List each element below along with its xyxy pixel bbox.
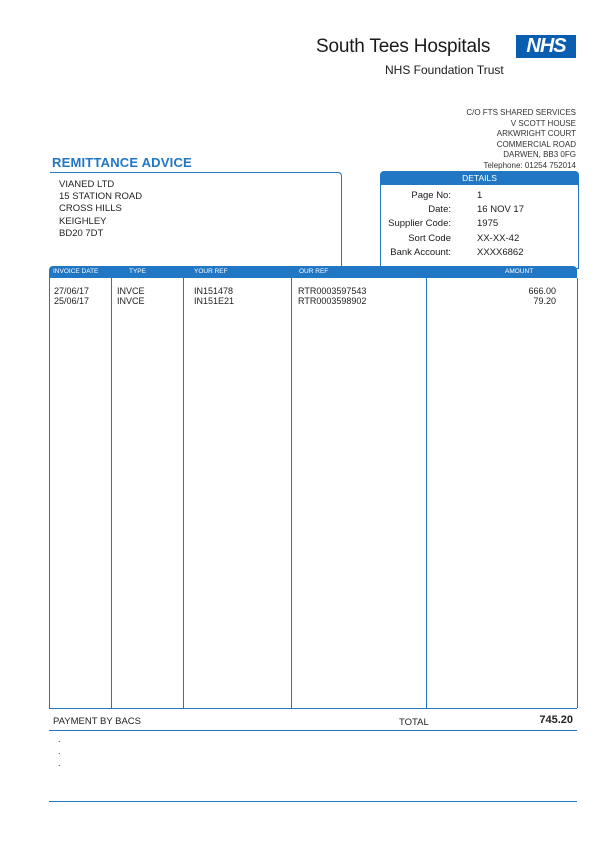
note-line: .: [58, 758, 61, 768]
type-cell: INVCE: [117, 296, 145, 306]
our-ref-cell: RTR0003597543: [298, 286, 367, 296]
supplier-address: [59, 179, 142, 240]
column-divider: [577, 278, 578, 708]
amount-cell: 79.20: [533, 296, 556, 306]
column-header-our-ref: OUR REF: [299, 268, 329, 275]
note-line: .: [58, 734, 61, 744]
column-header-your-ref: YOUR REF: [194, 268, 228, 275]
payment-method: PAYMENT BY BACS: [53, 716, 141, 727]
document-title: REMITTANCE ADVICE: [52, 155, 192, 170]
organisation-name: South Tees Hospitals: [316, 36, 491, 57]
invoice-date-cell: 27/06/17: [54, 286, 90, 296]
column-divider: [426, 278, 427, 708]
details-heading: DETAILS: [381, 171, 578, 185]
column-divider: [111, 278, 112, 708]
details-value: XXXX6862: [477, 247, 524, 258]
address-line: DARWEN, BB3 0FG: [503, 150, 576, 159]
details-label: Date:: [428, 204, 451, 215]
type-cell: INVCE: [117, 286, 145, 296]
column-header-type: TYPE: [129, 268, 146, 275]
details-row: [383, 204, 573, 218]
amount-cell: 666.00: [528, 286, 556, 296]
address-line: ARKWRIGHT COURT: [496, 129, 576, 138]
details-row: [383, 190, 573, 204]
total-label: TOTAL: [399, 717, 429, 728]
column-header-invoice-date: INVOICE DATE: [53, 268, 99, 275]
column-header-amount: AMOUNT: [505, 268, 534, 275]
table-header: [49, 266, 577, 278]
address-line: Telephone: 01254 752014: [483, 160, 576, 170]
total-value: 745.20: [539, 714, 573, 726]
note-line: .: [58, 746, 61, 756]
details-label: Supplier Code:: [388, 218, 451, 229]
supplier-line: CROSS HILLS: [59, 203, 122, 215]
supplier-line: VIANED LTD: [59, 179, 115, 190]
supplier-line: BD20 7DT: [59, 227, 104, 239]
address-line: C/O FTS SHARED SERVICES: [466, 108, 576, 117]
details-label: Sort Code: [408, 233, 451, 244]
details-label: Page No:: [411, 190, 451, 201]
your-ref-cell: IN151E21: [194, 296, 235, 306]
invoice-date-cell: 25/06/17: [54, 296, 90, 306]
your-ref-cell: IN151478: [194, 286, 234, 296]
bottom-rule: [49, 801, 577, 802]
column-divider: [183, 278, 184, 708]
details-value: 16 NOV 17: [477, 204, 524, 215]
nhs-logo: NHS: [516, 35, 576, 58]
supplier-line: 15 STATION ROAD: [59, 191, 143, 203]
table-bottom-rule: [49, 708, 577, 709]
details-value: XX-XX-42: [477, 233, 520, 244]
footer-rule: [49, 730, 577, 731]
details-value: 1975: [477, 218, 499, 229]
trust-name: NHS Foundation Trust: [385, 63, 504, 77]
column-divider: [49, 278, 50, 708]
our-ref-cell: RTR0003598902: [298, 296, 367, 306]
details-label: Bank Account:: [390, 247, 451, 258]
supplier-line: KEIGHLEY: [59, 215, 107, 227]
details-value: 1: [477, 190, 483, 201]
column-divider: [291, 278, 292, 708]
address-line: V SCOTT HOUSE: [510, 118, 576, 128]
address-line: COMMERCIAL ROAD: [496, 139, 576, 149]
details-row: [383, 233, 573, 247]
details-row: [383, 218, 573, 232]
details-row: [383, 247, 573, 261]
